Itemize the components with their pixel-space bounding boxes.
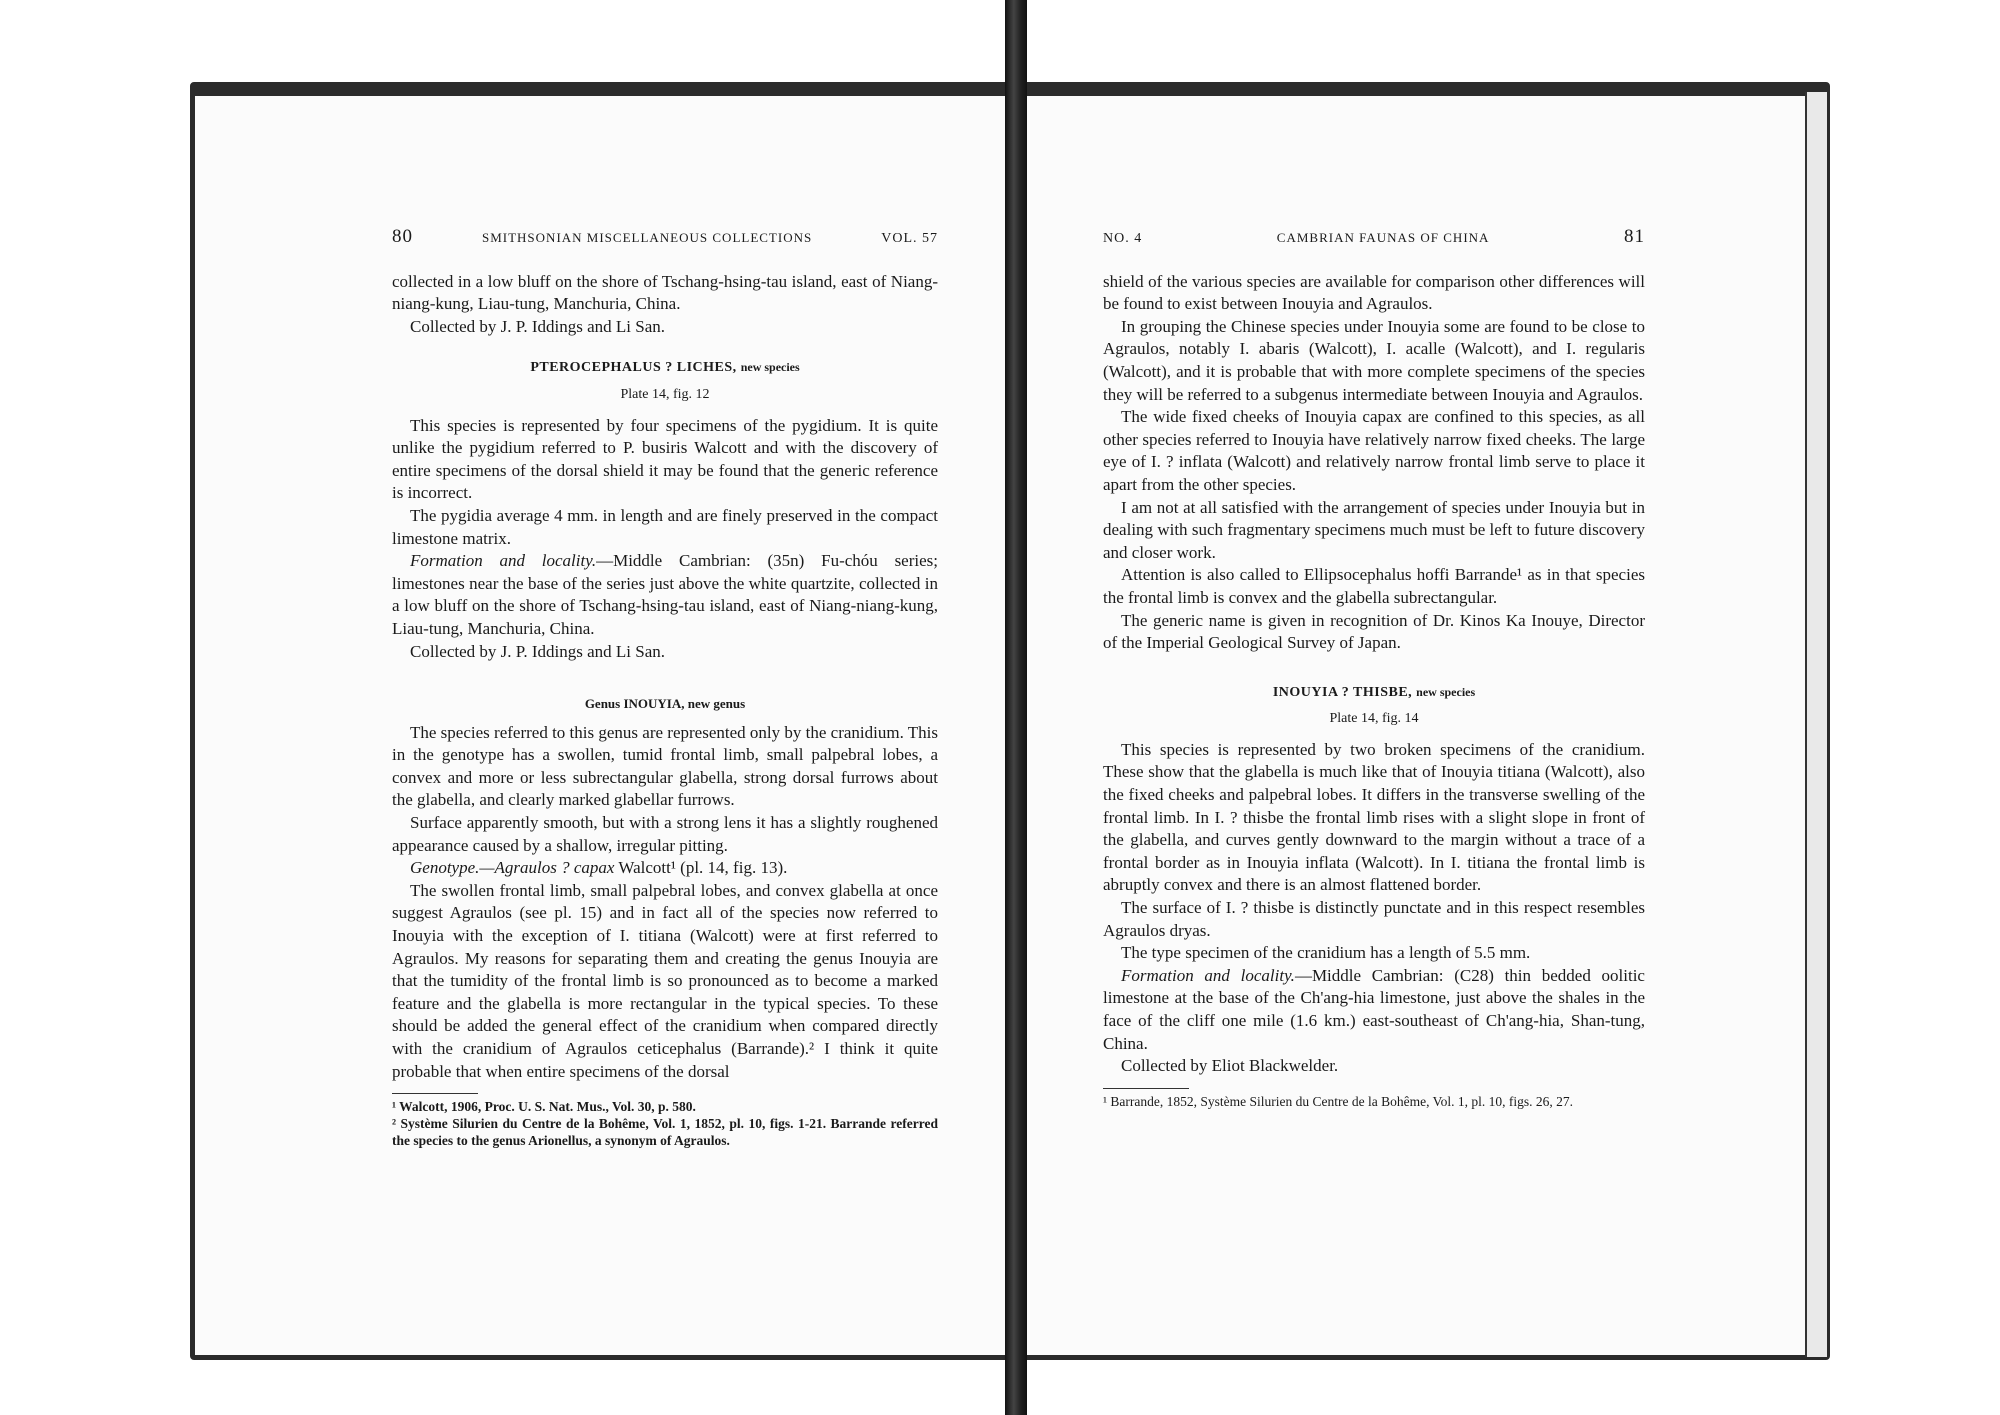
paragraph: I am not at all satisfied with the arrangement of species under Inouyia but in dealing with such fragmentary specimens much must be left to future discovery and closer work. <box>1103 497 1645 562</box>
paragraph <box>392 857 938 880</box>
paragraph: Collected by Eliot Blackwelder. <box>1121 1056 1339 1076</box>
right-page <box>1103 226 1645 1110</box>
running-head: SMITHSONIAN MISCELLANEOUS COLLECTIONS <box>481 230 813 245</box>
formation-text: —Middle Cambrian: (C28) thin bedded oolitic limestone at the base of the Ch'ang-hia limestone, just above the shales in the face of the cliff one mile (1.6 km.) east-southeast of Ch'ang-hia, Shan-tung, China. <box>1103 965 1645 1053</box>
formation-text: —Middle Cambrian: (35n) Fu-chóu series; limestones near the base of the series just above the white quartzite, collected in a low bluff on the shore of Tschang-hsing-tau island, east of Niang-niang-kung, Liau-tung, Manchuria, China. <box>392 551 938 638</box>
species-heading-note: new species <box>740 360 800 375</box>
paragraph <box>392 550 938 640</box>
paragraph: Collected by J. P. Iddings and Li San. <box>410 316 665 336</box>
paragraph: Attention is also called to Ellipsocephalus hoffi Barrande¹ as in that species the frontal limb is convex and the glabella subrectangular. <box>1103 565 1645 607</box>
right-page-edge <box>1805 92 1827 1357</box>
paragraph: The wide fixed cheeks of Inouyia capax are confined to this species, as all other species referred to Inouyia have relatively narrow fixed cheeks. The large eye of I. ? inflata (Walcott) and relatively narrow frontal limb serve to place it apart from the other species. <box>1103 407 1645 494</box>
species-heading-text: PTEROCEPHALUS ? LICHES, <box>530 360 737 376</box>
paragraph: The type specimen of the cranidium has a length of 5.5 mm. <box>1121 943 1531 963</box>
footnote-rule <box>1103 1088 1189 1089</box>
plate-reference: Plate 14, fig. 12 <box>620 386 710 402</box>
paragraph: shield of the various species are available for comparison other differences will be found to exist between Inouyia and Agraulos. <box>1103 271 1645 314</box>
genus-heading: Genus INOUYIA, new genus <box>584 696 746 712</box>
paragraph: Collected by J. P. Iddings and Li San. <box>410 641 665 661</box>
paragraph: This species is represented by four specimens of the pygidium. It is quite unlike the pygidium referred to P. busiris Walcott and with the discovery of entire specimens of the dorsal shield it may be found that the generic reference is incorrect. <box>392 415 938 503</box>
paragraph: The pygidia average 4 mm. in length and are finely preserved in the compact limestone matrix. <box>392 505 938 548</box>
paragraph: collected in a low bluff on the shore of Tschang-hsing-tau island, east of Niang-niang-kung, Liau-tung, Manchuria, China. <box>392 271 938 314</box>
footnote: ¹ Walcott, 1906, Proc. U. S. Nat. Mus., Vol. 30, p. 580. <box>392 1099 696 1115</box>
paragraph <box>1103 965 1645 1055</box>
species-heading <box>392 356 938 380</box>
formation-label: Formation and locality. <box>410 551 597 571</box>
species-heading-text: INOUYIA ? THISBE, <box>1272 684 1413 700</box>
genotype-text: Walcott¹ (pl. 14, fig. 13). <box>614 858 788 878</box>
paragraph: This species is represented by two broken specimens of the cranidium. These show that the glabella is much like that of Inouyia titiana (Walcott), also the fixed cheeks and palpebral lobes. It differs in the transverse swelling of the frontal limb. In I. ? thisbe the frontal limb rises with a slight slope in front of the glabella, and curves gently downward to the margin without a trace of a frontal border as in Inouyia inflata (Walcott). In I. titiana the frontal limb is abruptly convex and there is an almost flattened border. <box>1103 739 1645 895</box>
page-number: 81 <box>1624 226 1645 247</box>
species-heading-note: new species <box>1416 684 1476 699</box>
running-head: CAMBRIAN FAUNAS OF CHINA <box>1276 230 1490 245</box>
number-label: NO. 4 <box>1103 231 1143 246</box>
paragraph: The swollen frontal limb, small palpebral lobes, and convex glabella at once suggest Agraulos (see pl. 15) and in fact all of the species now referred to Inouyia with the exception of I. titiana (Walcott) were at first referred to Agraulos. My reasons for separating them and creating the genus Inouyia are that the tumidity of the frontal limb is so pronounced as to become a marked feature and the glabella is more rectangular in the typical species. To these should be added the general effect of the cranidium when compared directly with the cranidium of Agraulos ceticephalus (Barrande).² I think it quite probable that when entire specimens of the dorsal <box>392 880 938 1081</box>
right-page-header <box>1103 226 1645 251</box>
paragraph: The surface of I. ? thisbe is distinctly punctate and in this respect resembles Agraulos dryas. <box>1103 898 1645 940</box>
footnote: ¹ Barrande, 1852, Système Silurien du Centre de la Bohême, Vol. 1, pl. 10, figs. 26, 27. <box>1103 1093 1573 1109</box>
page-number: 80 <box>392 226 413 247</box>
plate-reference: Plate 14, fig. 14 <box>1329 711 1419 727</box>
paragraph: The generic name is given in recognition of Dr. Kinos Ka Inouye, Director of the Imperial Geological Survey of Japan. <box>1103 610 1645 653</box>
footnote-rule <box>392 1093 478 1094</box>
paragraph: In grouping the Chinese species under Inouyia some are found to be close to Agraulos, notably I. abaris (Walcott), I. acalle (Walcott), and I. regularis (Walcott), and it is probable that with more complete specimens of the species they will be referred to a subgenus intermediate between Inouyia and Agraulos. <box>1103 316 1645 404</box>
left-page <box>392 226 938 1149</box>
formation-label: Formation and locality. <box>1121 965 1295 985</box>
book-spine <box>1005 0 1027 1415</box>
genotype-label: Genotype.—Agraulos ? capax <box>410 858 615 878</box>
paragraph: Surface apparently smooth, but with a strong lens it has a slightly roughened appearance caused by a shallow, irregular pitting. <box>392 813 938 855</box>
volume-label: VOL. 57 <box>881 231 938 246</box>
left-page-header <box>392 226 938 251</box>
species-heading <box>1103 681 1645 705</box>
paragraph: The species referred to this genus are represented only by the cranidium. This in the genotype has a swollen, tumid frontal limb, small palpebral lobes, a convex and more or less subrectangular glabella, strong dorsal furrows about the glabella, and clearly marked glabellar furrows. <box>392 722 938 810</box>
footnote: ² Système Silurien du Centre de la Bohême, Vol. 1, 1852, pl. 10, figs. 1-21. Barrande referred the species to the genus Arionellus, a synonym of Agraulos. <box>392 1116 938 1149</box>
